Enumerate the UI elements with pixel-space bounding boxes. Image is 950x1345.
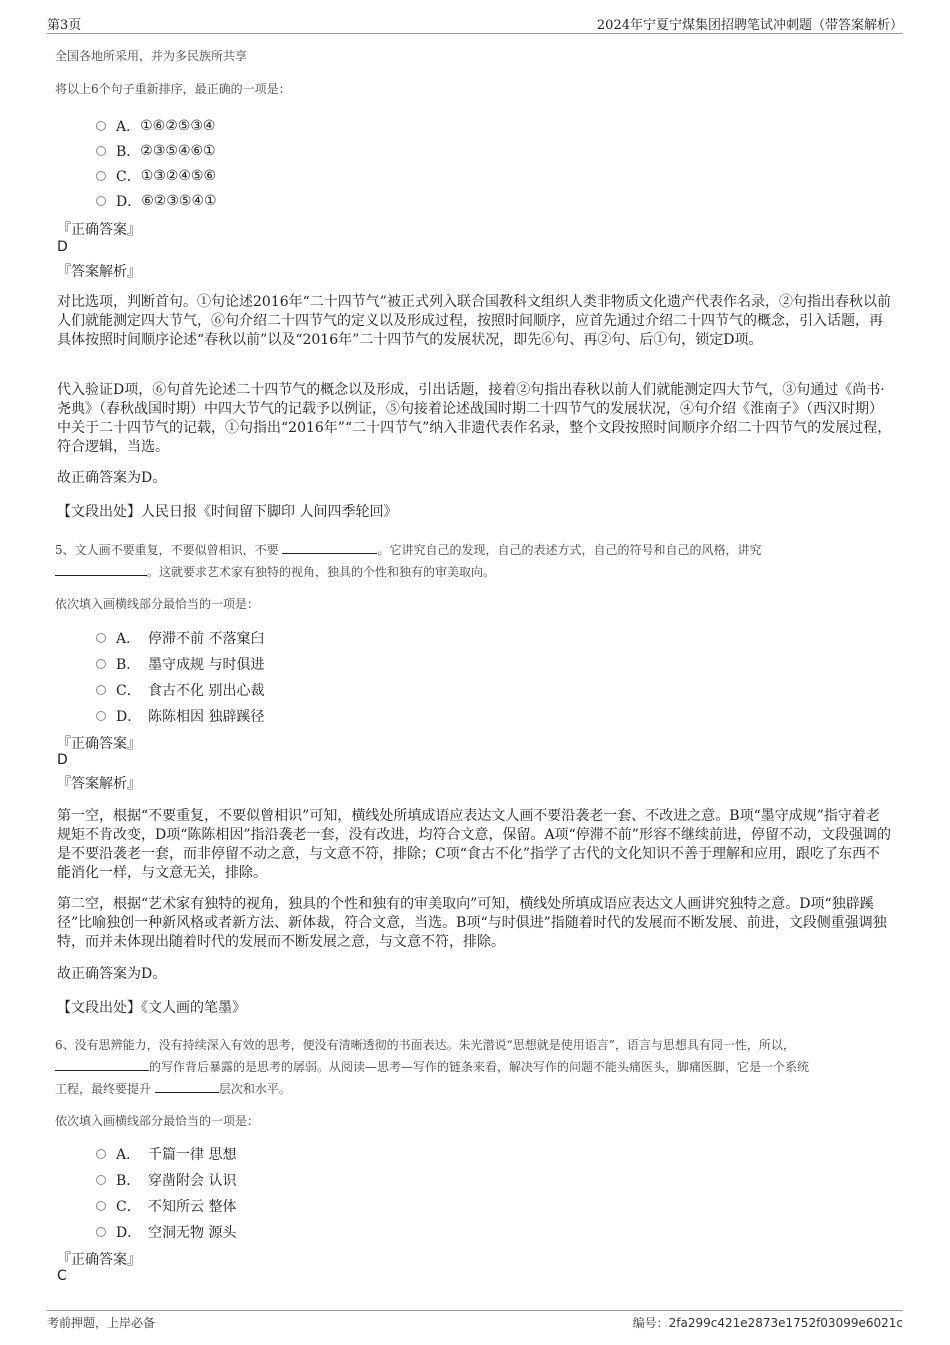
q5-stem-part-1: 5、文人画不要重复，不要似曾相识，不要: [55, 543, 279, 557]
answer-blank: [55, 563, 147, 576]
radio-icon[interactable]: [96, 633, 106, 643]
q4-option-a[interactable]: [96, 116, 215, 136]
q6-option-b[interactable]: [96, 1170, 236, 1190]
q6-answer: C: [57, 1268, 67, 1284]
document-title: 2024年宁夏宁煤集团招聘笔试冲刺题（带答案解析）: [596, 18, 903, 33]
q4-option-d[interactable]: [96, 191, 217, 211]
option-letter: A．: [116, 119, 141, 135]
radio-icon[interactable]: [96, 685, 106, 695]
q6-option-a[interactable]: [96, 1144, 236, 1164]
q5-stem-part-3: 。这就要求艺术家有独特的视角，独具的个性和独有的审美取向。: [147, 565, 496, 579]
footer-slogan: 考前押题，上岸必备: [47, 1316, 156, 1330]
q6-answer-tag: 『正确答案』: [57, 1252, 141, 1268]
footer-divider: [47, 1310, 903, 1311]
q5-stem-part-2: 。它讲究自己的发现，自己的表述方式，自己的符号和自己的风格，讲究: [377, 543, 762, 557]
q5-option-c[interactable]: [96, 680, 264, 700]
document-code-label: 编号：: [632, 1316, 669, 1330]
radio-icon[interactable]: [96, 121, 106, 131]
document-code-value: 2fa299c421e2873e1752f03099e6021c: [668, 1316, 903, 1330]
q5-source: 【文段出处】《文人画的笔墨》: [57, 1000, 246, 1016]
q4-analysis-paragraph-2: 代入验证D项，⑥句首先论述二十四节气的概念以及形成，引出话题，接着②句指出春秋以前人们就能测定四大节气，③句通过《尚书·尧典》（春秋战国时期）中四大节气的记载予以例证，⑤句接着论述战国时期二十四节气的发展状况，④句介绍《淮南子》（西汉时期）中关于二十四节气的记载，①句指出“2016年”“二十四节气”纳入非遗代表作名录，整个文段按照时间顺序介绍二十四节气的发展过程，符合逻辑，当选。: [57, 382, 892, 455]
radio-icon[interactable]: [96, 1201, 106, 1211]
option-text: ①③②④⑤⑥: [140, 168, 217, 184]
q4-option-c[interactable]: [96, 166, 216, 186]
q6-stem: [55, 1034, 897, 1100]
q4-option-b[interactable]: [96, 141, 216, 161]
option-letter: D．: [116, 194, 142, 210]
option-letter: C．: [116, 683, 141, 699]
header-divider: [47, 33, 903, 34]
q4-answer: D: [57, 239, 68, 255]
q5-analysis-paragraph-1: 第一空，根据“不要重复，不要似曾相识”可知，横线处所填成语应表达文人画不要沿袭老一套、不改进之意。B项“墨守成规”指守着老规矩不肯改变，D项“陈陈相因”指沿袭老一套，没有改进，均符合文意，保留。A项“停滞不前”形容不继续前进，停留不动，文段强调的是不要沿袭老一套，而非停留不动之意，与文意不符，排除；C项“食古不化”指学了古代的文化知识不善于理解和应用，跟吃了东西不能消化一样，与文意无关，排除。: [57, 808, 891, 881]
radio-icon[interactable]: [96, 171, 106, 181]
q4-analysis-tag: 『答案解析』: [57, 264, 141, 280]
option-letter: B．: [116, 657, 141, 673]
radio-icon[interactable]: [96, 196, 106, 206]
q4-source: 【文段出处】人民日报《时间留下脚印 人间四季轮回》: [57, 504, 398, 520]
q6-option-c[interactable]: [96, 1196, 236, 1216]
q6-prompt: 依次填入画横线部分最恰当的一项是：: [55, 1114, 260, 1128]
q5-option-d[interactable]: [96, 706, 264, 726]
radio-icon[interactable]: [96, 1149, 106, 1159]
option-text: 不知所云 整体: [148, 1199, 237, 1215]
q6-stem-part-3: 工程，最终要提升: [55, 1082, 152, 1096]
q5-option-b[interactable]: [96, 654, 264, 674]
q5-analysis-tag: 『答案解析』: [57, 776, 141, 792]
q5-conclusion: 故正确答案为D。: [57, 966, 167, 982]
q5-stem: [55, 539, 895, 583]
q4-prompt: 将以上6个句子重新排序，最正确的一项是：: [55, 82, 291, 96]
answer-blank: [55, 1058, 149, 1071]
q6-stem-part-1: 6、没有思辨能力，没有持续深入有效的思考，便没有清晰透彻的书面表达。朱光潜说“思想就是使用语言”，语言与思想具有同一性，所以，: [55, 1038, 795, 1052]
option-text: 千篇一律 思想: [148, 1147, 237, 1163]
option-letter: C．: [116, 169, 141, 185]
option-letter: B．: [116, 1173, 141, 1189]
option-letter: A．: [116, 631, 141, 647]
option-text: ①⑥②⑤③④: [140, 118, 216, 134]
option-text: ②③⑤④⑥①: [140, 143, 216, 159]
option-letter: D．: [116, 709, 142, 725]
option-letter: B．: [116, 144, 141, 160]
option-text: 食古不化 别出心裁: [148, 683, 265, 699]
q6-stem-part-4: 层次和水平。: [218, 1082, 291, 1096]
option-text: 穿凿附会 认识: [148, 1173, 237, 1189]
q5-analysis-paragraph-2: 第二空，根据“艺术家有独特的视角，独具的个性和独有的审美取向”可知，横线处所填成语应表达文人画讲究独特之意。D项“独辟蹊径”比喻独创一种新风格或者新方法、新体裁，符合文意，当选。B项“与时俱进”指随着时代的发展而不断发展、前进，文段侧重强调独特，而并未体现出随着时代的发展而不断发展之意，与文意不符，排除。: [57, 896, 887, 950]
q5-prompt: 依次填入画横线部分最恰当的一项是：: [55, 597, 260, 611]
radio-icon[interactable]: [96, 659, 106, 669]
radio-icon[interactable]: [96, 146, 106, 156]
option-text: 墨守成规 与时俱进: [148, 657, 265, 673]
radio-icon[interactable]: [96, 1175, 106, 1185]
option-letter: A．: [116, 1147, 141, 1163]
answer-blank: [282, 541, 377, 554]
option-text: 陈陈相因 独辟蹊径: [148, 709, 265, 725]
document-code: [633, 1314, 903, 1331]
q6-stem-part-2: 的写作背后暴露的是思考的孱弱。从阅读—思考—写作的链条来看，解决写作的问题不能头痛医头，脚痛医脚，它是一个系统: [149, 1060, 810, 1074]
q4-analysis-paragraph-1: 对比选项，判断首句。①句论述2016年“二十四节气”被正式列入联合国教科文组织人类非物质文化遗产代表作名录，②句指出春秋以前人们就能测定四大节气，⑥句介绍二十四节气的定义以及形成过程，按照时间顺序，应首先通过介绍二十四节气的概念，引入话题，再具体按照时间顺序论述“春秋以前”以及“2016年”二十四节气的发展状况，即先⑥句、再②句、后①句，锁定D项。: [57, 294, 891, 348]
q4-conclusion: 故正确答案为D。: [57, 470, 167, 486]
q5-answer-tag: 『正确答案』: [57, 736, 141, 752]
page-number: 第3页: [47, 18, 82, 33]
option-text: 空洞无物 源头: [148, 1225, 237, 1241]
option-letter: C．: [116, 1199, 141, 1215]
option-text: ⑥②③⑤④①: [141, 193, 217, 209]
q5-answer: D: [57, 752, 68, 768]
q4-tail-sentence: 全国各地所采用，并为多民族所共享: [55, 49, 248, 63]
answer-blank: [155, 1080, 219, 1093]
q6-option-d[interactable]: [96, 1222, 236, 1242]
q5-option-a[interactable]: [96, 628, 264, 648]
radio-icon[interactable]: [96, 1227, 106, 1237]
q4-answer-tag: 『正确答案』: [57, 222, 141, 238]
option-text: 停滞不前 不落窠臼: [148, 631, 265, 647]
option-letter: D．: [116, 1225, 142, 1241]
radio-icon[interactable]: [96, 711, 106, 721]
